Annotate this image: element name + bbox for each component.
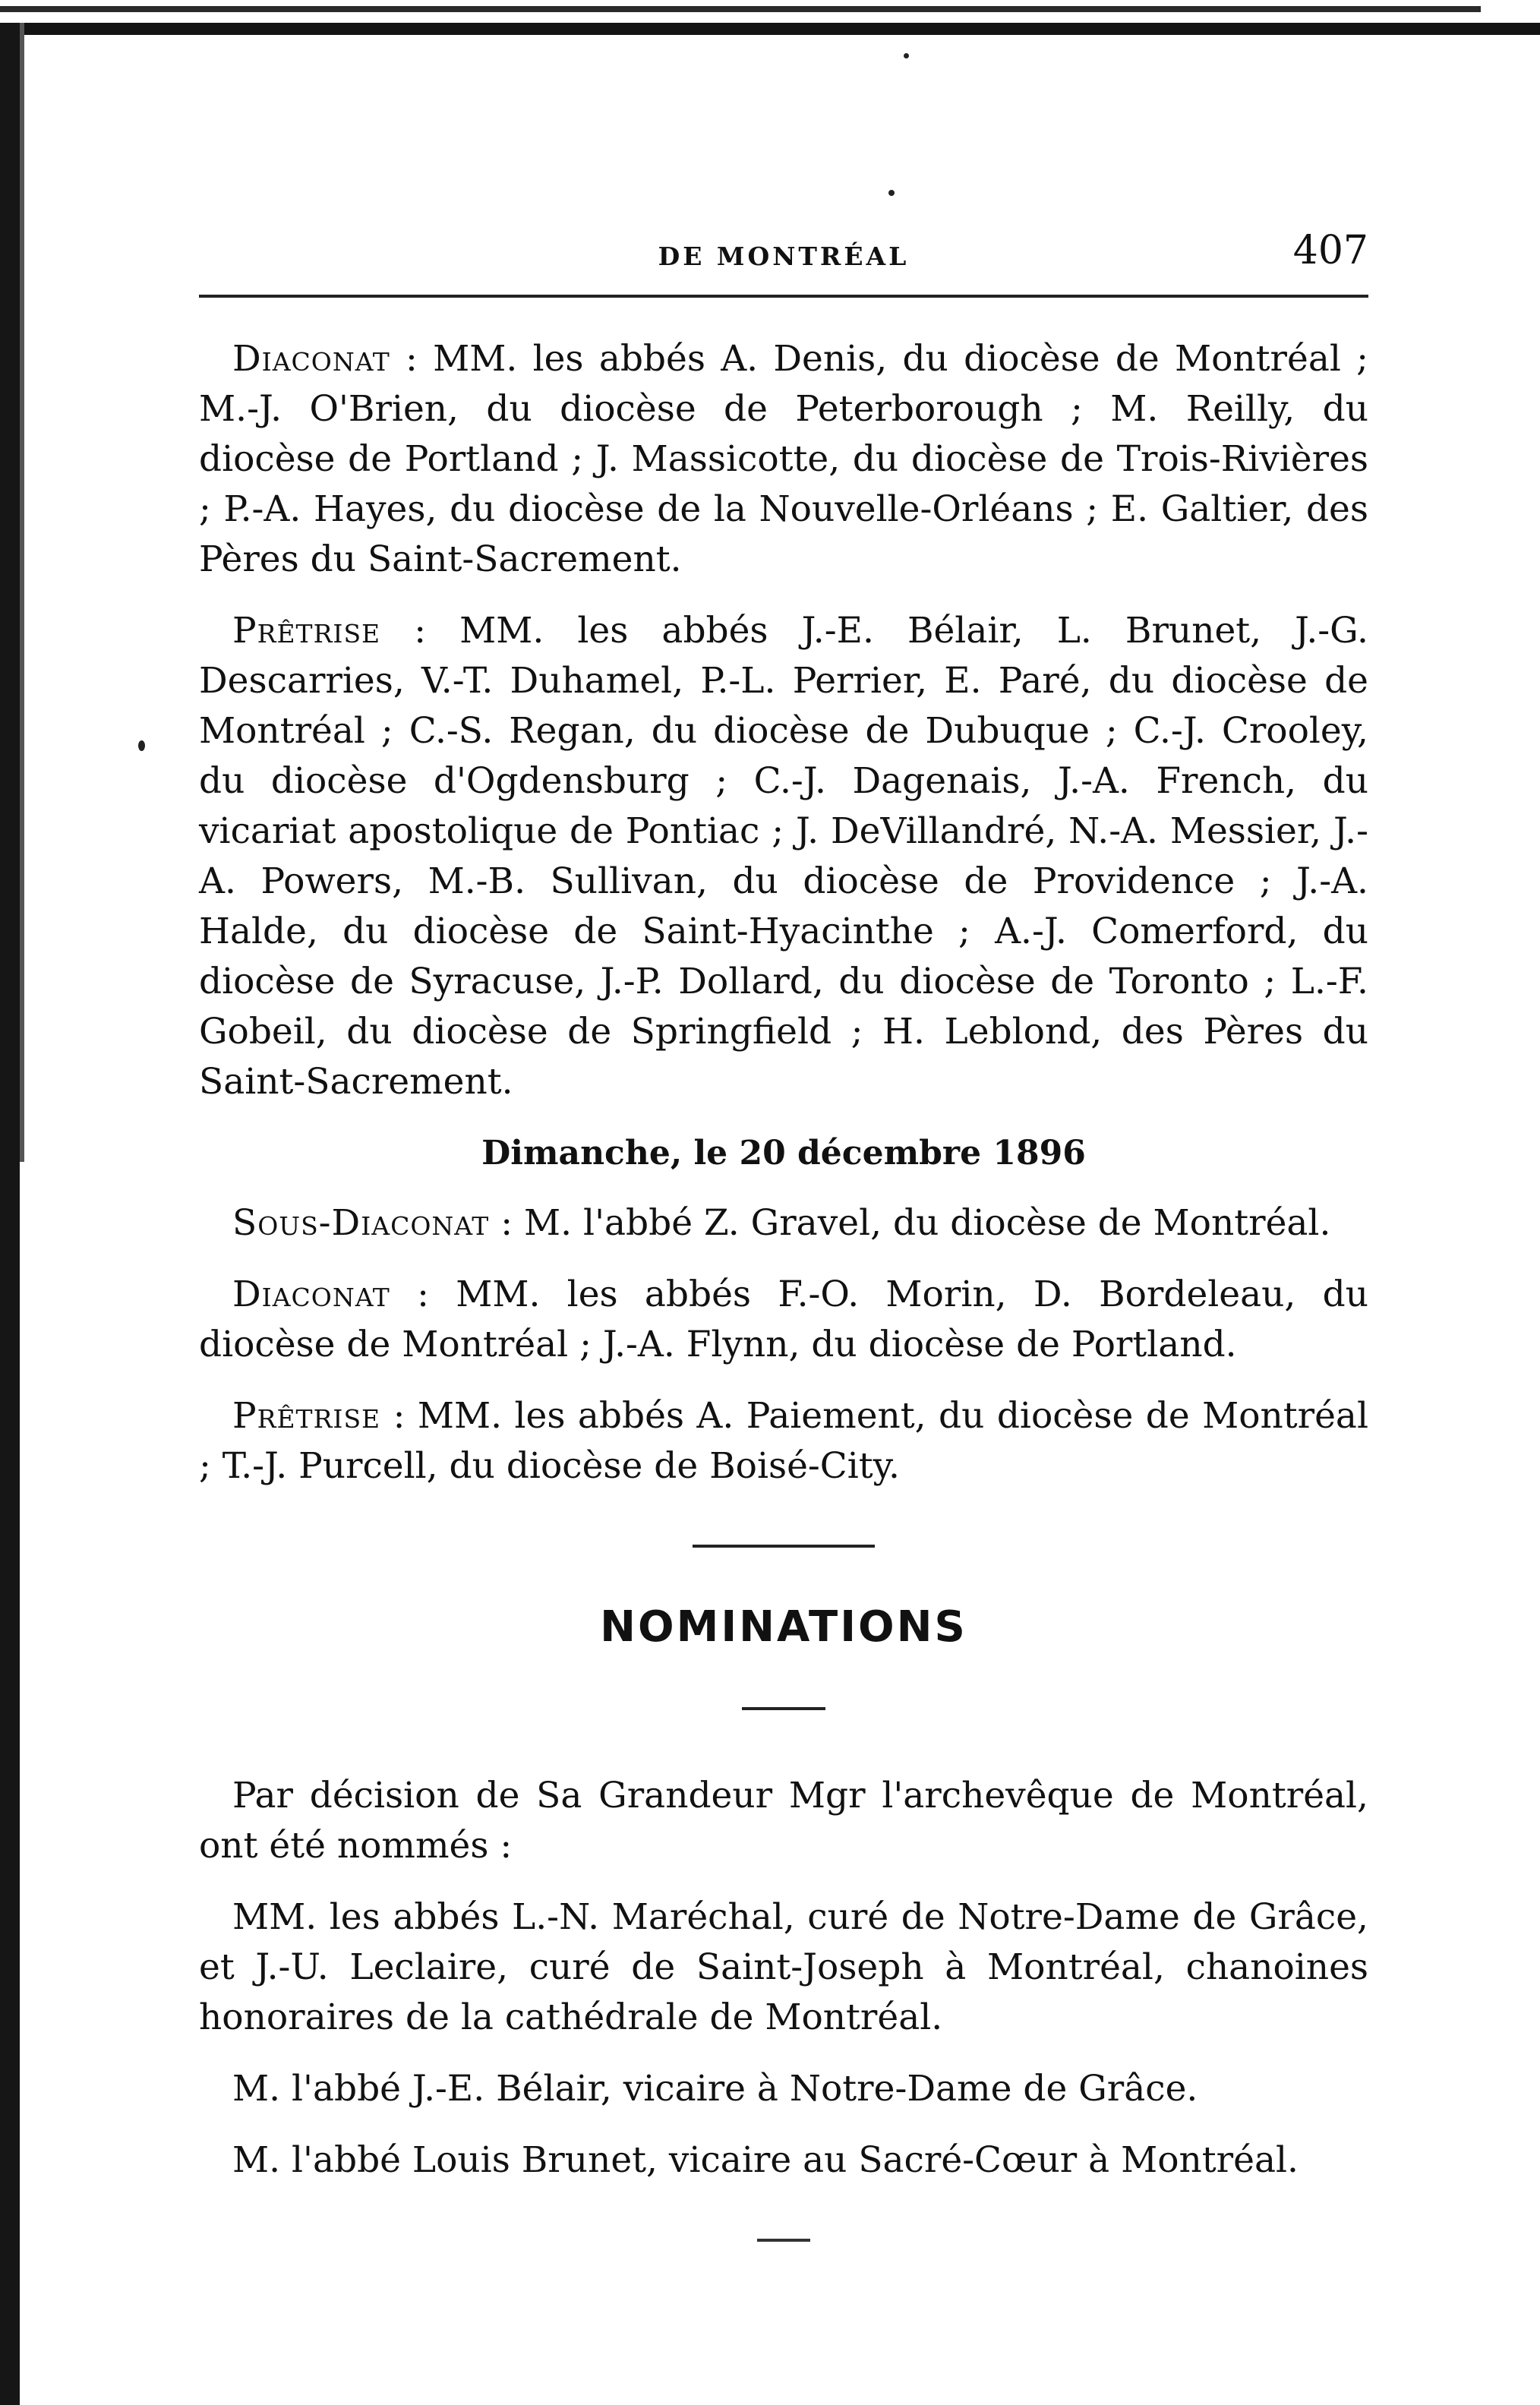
ordination-paragraph-pretrise <box>199 606 1368 1107</box>
scan-top-border <box>0 0 1540 35</box>
ordination-label: Sous-Diaconat <box>232 1202 490 1244</box>
page-number: 407 <box>1292 228 1368 273</box>
header-rule <box>199 295 1368 298</box>
ordination-paragraph-diaconat-2 <box>199 1270 1368 1370</box>
ordination-paragraph-diaconat <box>199 334 1368 585</box>
nominations-intro: Par décision de Sa Grandeur Mgr l'archevêque de Montréal, ont été nommés : <box>199 1775 1368 1867</box>
scan-left-shadow <box>20 23 24 1162</box>
ordination-text: : MM. les abbés J.-E. Bélair, L. Brunet, J.-G. Descarries, V.-T. Duhamel, P.-L. Perrier, E. Paré, du diocèse de Montréal ; C.-S. Regan, du diocèse de Dubuque ; C.-J. Crooley, du diocèse d'Ogdensburg ; C.-J. Dagenais, J.-A. French, du vicariat apostolique de Pontiac ; J. DeVillandré, N.-A. Messier, J.-A. Powers, M.-B. Sullivan, du diocèse de Providence ; J.-A. Halde, du diocèse de Saint-Hyacinthe ; A.-J. Comerford, du diocèse de Syracuse, J.-P. Dollard, du diocèse de Toronto ; L.-F. Gobeil, du diocèse de Springfield ; H. Leblond, des Pères du Saint-Sacrement. <box>199 610 1368 1103</box>
nomination-item: M. l'abbé Louis Brunet, vicaire au Sacré-Cœur à Montréal. <box>232 2139 1299 2181</box>
ordination-label: Diaconat <box>232 338 390 380</box>
running-title: DE MONTRÉAL <box>658 241 910 271</box>
title-underline-rule <box>742 1707 825 1710</box>
ordination-text: : MM. les abbés A. Paiement, du diocèse de Montréal ; T.-J. Purcell, du diocèse de Boisé-City. <box>199 1395 1368 1487</box>
scan-speck <box>138 740 145 751</box>
nominations-title: NOMINATIONS <box>600 1602 967 1652</box>
nomination-item: M. l'abbé J.-E. Bélair, vicaire à Notre-Dame de Grâce. <box>232 2068 1198 2110</box>
scan-left-border <box>0 23 20 2405</box>
ordination-paragraph-sous-diaconat <box>199 1198 1368 1248</box>
scan-speck <box>888 190 895 196</box>
ordination-paragraph-pretrise-2 <box>199 1391 1368 1491</box>
running-head <box>199 228 1368 281</box>
date-heading: Dimanche, le 20 décembre 1896 <box>481 1134 1086 1173</box>
nomination-item: MM. les abbés L.-N. Maréchal, curé de Notre-Dame de Grâce, et J.-U. Leclaire, curé de Saint-Joseph à Montréal, chanoines honoraires de la cathédrale de Montréal. <box>199 1896 1368 2038</box>
ordination-label: Prêtrise <box>232 1395 381 1437</box>
scan-top-thin-bar <box>0 6 1481 12</box>
ordination-text: : MM. les abbés A. Denis, du diocèse de Montréal ; M.-J. O'Brien, du diocèse de Peterborough ; M. Reilly, du diocèse de Portland ; J. Massicotte, du diocèse de Trois-Rivières ; P.-A. Hayes, du diocèse de la Nouvelle-Orléans ; E. Galtier, des Pères du Saint-Sacrement. <box>199 338 1368 580</box>
section-separator <box>693 1545 875 1548</box>
ordination-label: Prêtrise <box>232 610 381 652</box>
ordination-text: : MM. les abbés F.-O. Morin, D. Bordeleau, du diocèse de Montréal ; J.-A. Flynn, du diocèse de Portland. <box>199 1274 1368 1365</box>
end-mark <box>757 2239 810 2242</box>
ordination-text: : M. l'abbé Z. Gravel, du diocèse de Montréal. <box>500 1202 1331 1244</box>
page-body <box>199 334 1368 2242</box>
ordination-label: Diaconat <box>232 1274 390 1315</box>
scan-top-thick-bar <box>0 23 1540 35</box>
scan-speck <box>904 53 909 58</box>
